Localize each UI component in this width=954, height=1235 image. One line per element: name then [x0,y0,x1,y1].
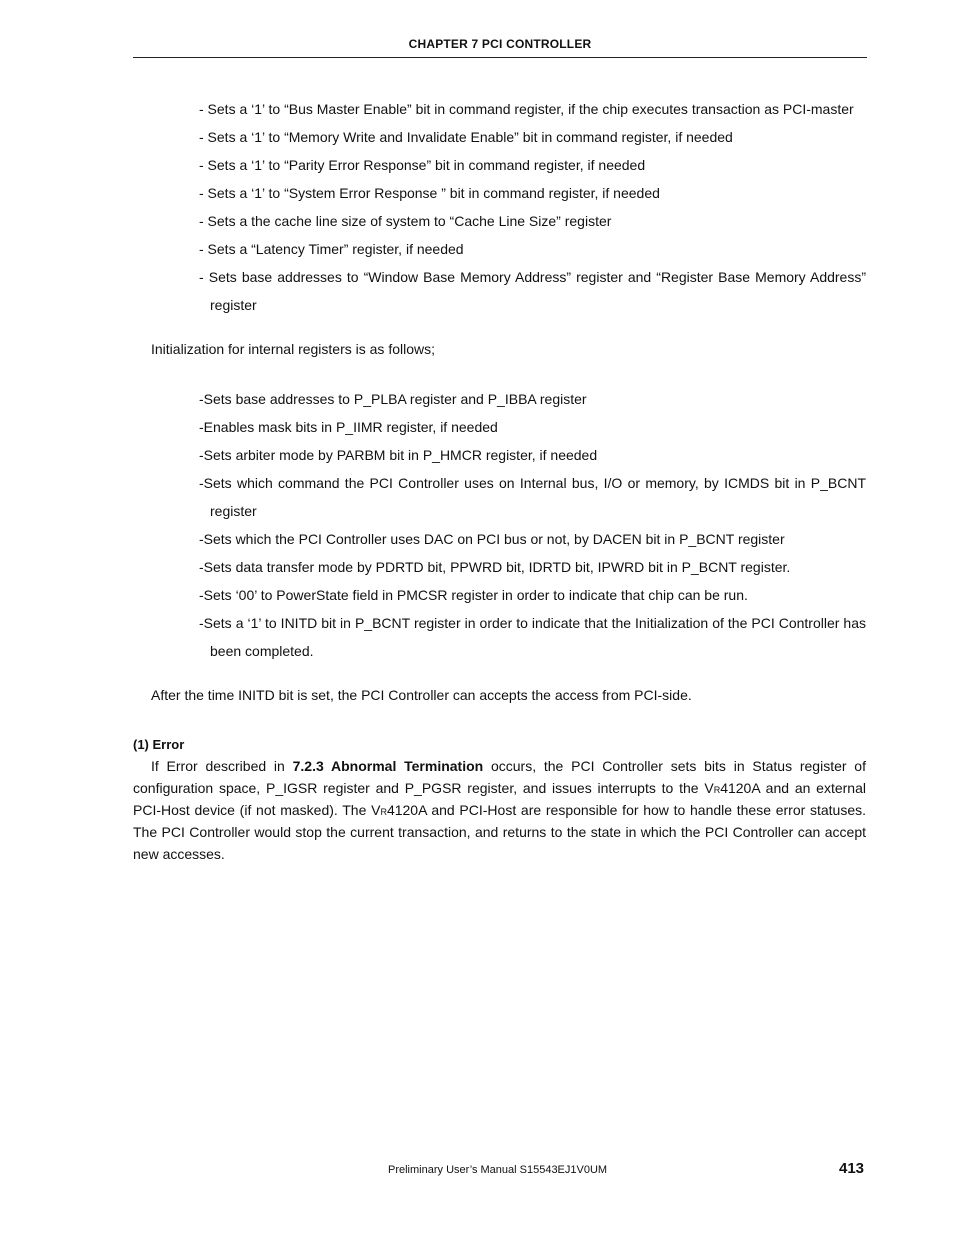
list1-item-7-cont: register [210,297,257,313]
chapter-header: CHAPTER 7 PCI CONTROLLER [408,37,592,51]
list1-item-3: - Sets a ‘1’ to “Parity Error Response” bit in command register, if needed [199,157,646,173]
section-reference: 7.2.3 Abnormal Termination [292,758,484,774]
list1-item-5: - Sets a the cache line size of system to “Cache Line Size” register [199,213,612,229]
list1-item-4: - Sets a ‘1’ to “System Error Response ” bit in command register, if needed [199,185,660,201]
error-line-4: The PCI Controller would stop the current transaction, and returns to the state in which the PCI Controller can accept [133,824,866,840]
header-rule [133,57,867,58]
list1-item-1: - Sets a ‘1’ to “Bus Master Enable” bit in command register, if the chip executes transaction as PCI-master [199,101,854,117]
section-heading: (1) Error [133,737,185,752]
list2-item-3: -Sets arbiter mode by PARBM bit in P_HMCR register, if needed [199,447,598,463]
list2-item-4-cont: register [210,503,257,519]
error-line-3: PCI-Host device (if not masked). The VR4120A and PCI-Host are responsible for how to handle these error statuses. [133,802,867,818]
list2-item-5: -Sets which the PCI Controller uses DAC on PCI bus or not, by DACEN bit in P_BCNT register [199,531,785,547]
footer-manual-title: Preliminary User’s Manual S15543EJ1V0UM [388,1164,608,1176]
list1-item-2: - Sets a ‘1’ to “Memory Write and Invalidate Enable” bit in command register, if needed [199,129,733,145]
error-paragraph [133,755,866,865]
intro-internal-registers: Initialization for internal registers is as follows; [151,341,436,357]
error-line-2: configuration space, P_IGSR register and P_PGSR register, and issues interrupts to the VR4120A and an external [133,780,866,796]
error-line-1: If Error described in 7.2.3 Abnormal Termination occurs, the PCI Controller sets bits in Status register of [151,758,866,774]
list2-item-4: -Sets which command the PCI Controller uses on Internal bus, I/O or memory, by ICMDS bit in P_BCNT [199,475,866,491]
list2-item-8-cont: been completed. [210,643,314,659]
list2-item-1: -Sets base addresses to P_PLBA register and P_IBBA register [199,391,587,407]
page-number: 413 [839,1160,865,1177]
list1-item-7: - Sets base addresses to “Window Base Memory Address” register and “Register Base Memory Address” [199,269,866,285]
error-line-5: new accesses. [133,846,225,862]
list2-item-6: -Sets data transfer mode by PDRTD bit, PPWRD bit, IDRTD bit, IPWRD bit in P_BCNT register. [199,559,791,575]
after-initd-text: After the time INITD bit is set, the PCI Controller can accepts the access from PCI-side. [151,687,692,703]
list2-item-7: -Sets ‘00’ to PowerState field in PMCSR register in order to indicate that chip can be run. [199,587,748,603]
list2-item-8: -Sets a ‘1’ to INITD bit in P_BCNT register in order to indicate that the Initialization of the PCI Controller has [199,615,866,631]
list2-item-2: -Enables mask bits in P_IIMR register, if needed [199,419,498,435]
list1-item-6: - Sets a “Latency Timer” register, if needed [199,241,464,257]
